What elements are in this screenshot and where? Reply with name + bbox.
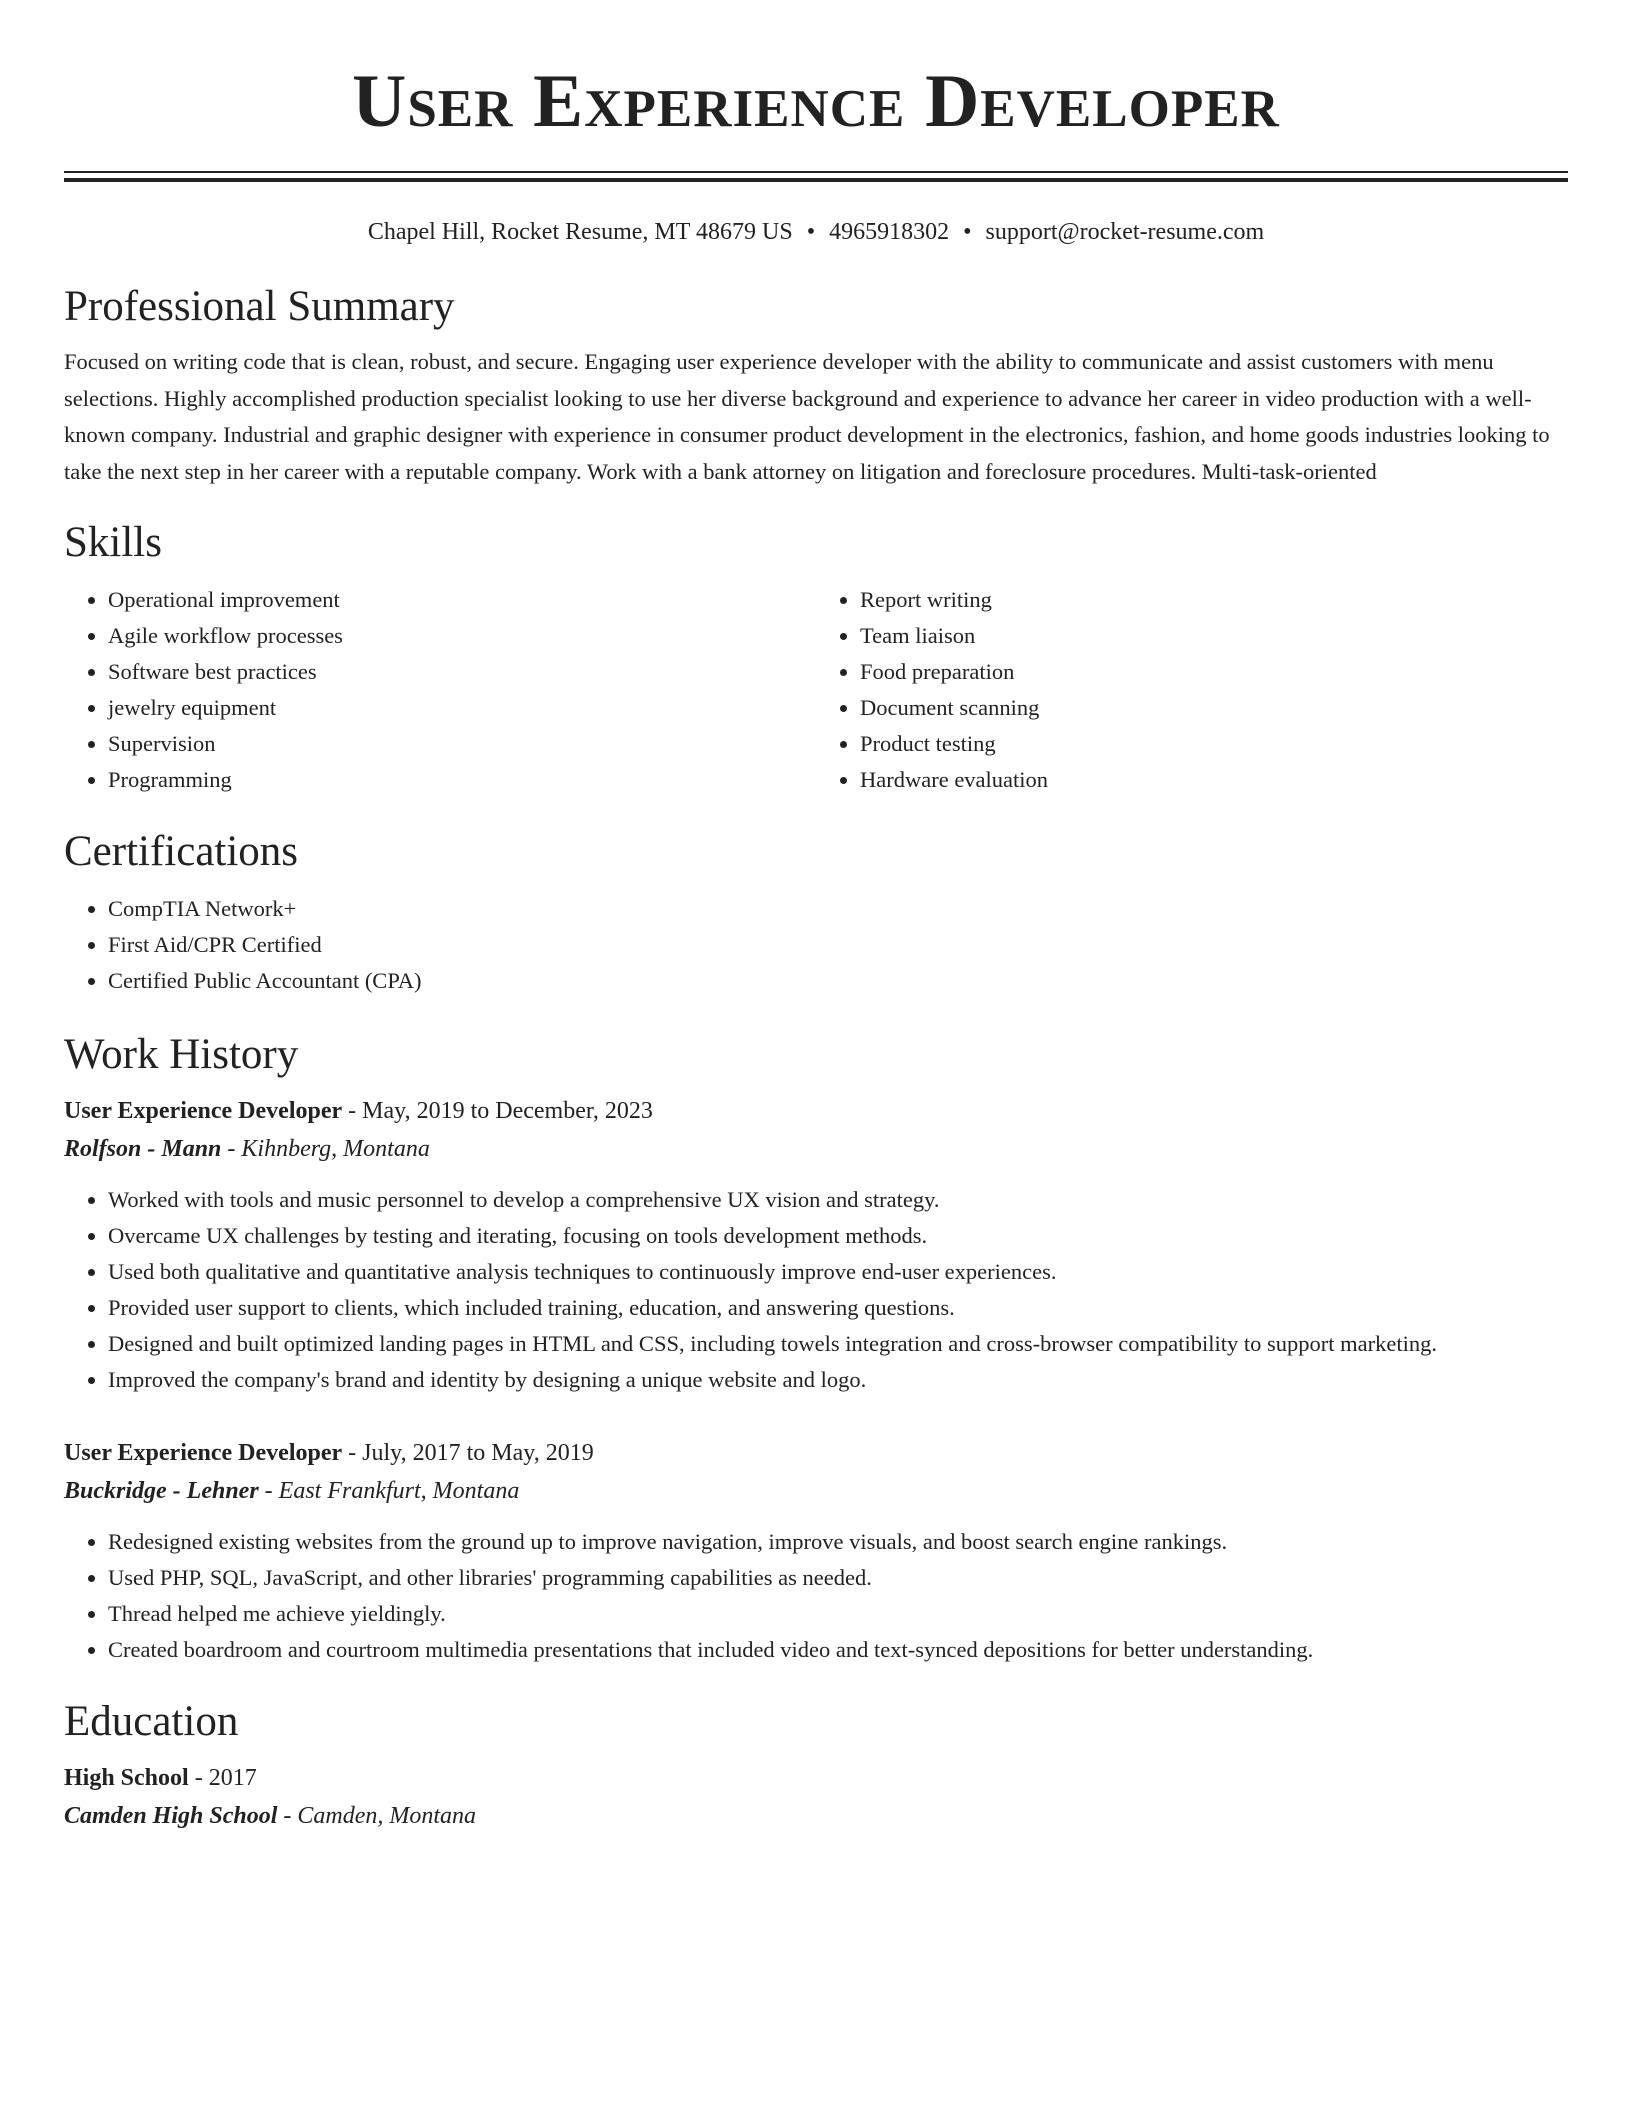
job-company: Buckridge - Lehner: [64, 1478, 259, 1504]
certification-item: • Certified Public Accountant (CPA): [108, 963, 1568, 999]
skill-item: • Document scanning: [860, 690, 1568, 726]
skill-item: • Supervision: [108, 726, 816, 762]
job-bullet: • Used both qualitative and quantitative analysis techniques to continuously improve end-user experiences.: [108, 1254, 1568, 1290]
certification-item: • First Aid/CPR Certified: [108, 927, 1568, 963]
skill-item: • Software best practices: [108, 654, 816, 690]
job-employer: Buckridge - Lehner - East Frankfurt, Montana: [64, 1478, 520, 1504]
work-history-section: [64, 1033, 1568, 1668]
contact-line: [64, 220, 1568, 244]
skill-item: • Hardware evaluation: [860, 762, 1568, 798]
contact-separator: •: [806, 219, 816, 245]
job-location: East Frankfurt, Montana: [278, 1478, 520, 1504]
summary-text: Focused on writing code that is clean, robust, and secure. Engaging user experience developer with the ability to communicate and assist customers with menu selections. Highly accomplished production specialist looking to use her diverse background and experience to advance her career in video production with a well-known company. Industrial and graphic designer with experience in consumer product development in the electronics, fashion, and home goods industries looking to take the next step in her career with a reputable company. Work with a bank attorney on litigation and foreclosure procedures. Multi-task-oriented: [64, 349, 1550, 484]
job-title: User Experience Developer: [64, 1440, 343, 1466]
skill-item: • Programming: [108, 762, 816, 798]
education-heading: Education: [64, 1698, 239, 1745]
skill-item: • Operational improvement: [108, 582, 816, 618]
education-degree: High School: [64, 1765, 189, 1791]
skill-item: • Agile workflow processes: [108, 618, 816, 654]
job-header: User Experience Developer - July, 2017 to May, 2019: [64, 1440, 594, 1466]
work-history-heading: Work History: [64, 1031, 299, 1078]
skills-heading: Skills: [64, 519, 162, 566]
skills-list-left: [64, 582, 816, 798]
skills-section: [64, 521, 1568, 798]
skill-item: • Product testing: [860, 726, 1568, 762]
job-bullet: • Improved the company's brand and identity by designing a unique website and logo.: [108, 1362, 1568, 1398]
job-bullet: • Used PHP, SQL, JavaScript, and other libraries' programming capabilities as needed.: [108, 1560, 1568, 1596]
resume-title: User Experience Developer: [352, 60, 1280, 143]
title-divider-thick: [64, 178, 1568, 182]
contact-separator: •: [963, 219, 972, 245]
job-bullet: • Overcame UX challenges by testing and iterating, focusing on tools development methods.: [108, 1218, 1568, 1254]
education-location: Camden, Montana: [297, 1803, 477, 1829]
skill-item: • Report writing: [860, 582, 1568, 618]
certification-item: • CompTIA Network+: [108, 891, 1568, 927]
job-bullets: [64, 1182, 1568, 1398]
job-bullets: [64, 1524, 1568, 1668]
education-school: Camden High School: [64, 1803, 278, 1829]
job-bullet: • Created boardroom and courtroom multimedia presentations that included video and text-synced depositions for better understanding.: [108, 1632, 1568, 1668]
contact-email: support@rocket-resume.com: [985, 219, 1265, 245]
certifications-heading: Certifications: [64, 828, 299, 875]
job-location: Kihnberg, Montana: [241, 1136, 430, 1162]
job-dates: July, 2017 to May, 2019: [362, 1440, 594, 1466]
job-bullet: • Designed and built optimized landing pages in HTML and CSS, including towels integration and cross-browser compatibility to support marketing.: [108, 1326, 1568, 1362]
job-entry: [64, 1434, 1568, 1668]
job-dates: May, 2019 to December, 2023: [362, 1098, 653, 1124]
contact-address: Chapel Hill, Rocket Resume, MT 48679 US: [367, 219, 793, 245]
title-divider-thin: [64, 171, 1568, 173]
job-bullet: • Thread helped me achieve yieldingly.: [108, 1596, 1568, 1632]
contact-phone: 4965918302: [829, 219, 950, 245]
job-employer: Rolfson - Mann - Kihnberg, Montana: [64, 1136, 430, 1162]
skills-columns: [64, 582, 1568, 798]
education-header: High School - 2017: [64, 1765, 257, 1791]
education-school-line: Camden High School - Camden, Montana: [64, 1803, 477, 1829]
job-title: User Experience Developer: [64, 1098, 343, 1124]
certifications-list: [64, 891, 1568, 999]
summary-heading: Professional Summary: [64, 283, 455, 330]
skills-list-right: [816, 582, 1568, 798]
skill-item: • Team liaison: [860, 618, 1568, 654]
job-bullet: • Worked with tools and music personnel to develop a comprehensive UX vision and strategy.: [108, 1182, 1568, 1218]
skill-item: • Food preparation: [860, 654, 1568, 690]
job-bullet: • Redesigned existing websites from the ground up to improve navigation, improve visuals, and boost search engine rankings.: [108, 1524, 1568, 1560]
summary-section: [64, 285, 1568, 490]
education-section: [64, 1700, 1568, 1835]
skill-item: • jewelry equipment: [108, 690, 816, 726]
job-header: User Experience Developer - May, 2019 to December, 2023: [64, 1098, 653, 1124]
certifications-section: [64, 830, 1568, 999]
job-entry: [64, 1092, 1568, 1398]
job-bullet: • Provided user support to clients, which included training, education, and answering questions.: [108, 1290, 1568, 1326]
education-year: 2017: [208, 1765, 257, 1791]
job-company: Rolfson - Mann: [64, 1136, 222, 1162]
